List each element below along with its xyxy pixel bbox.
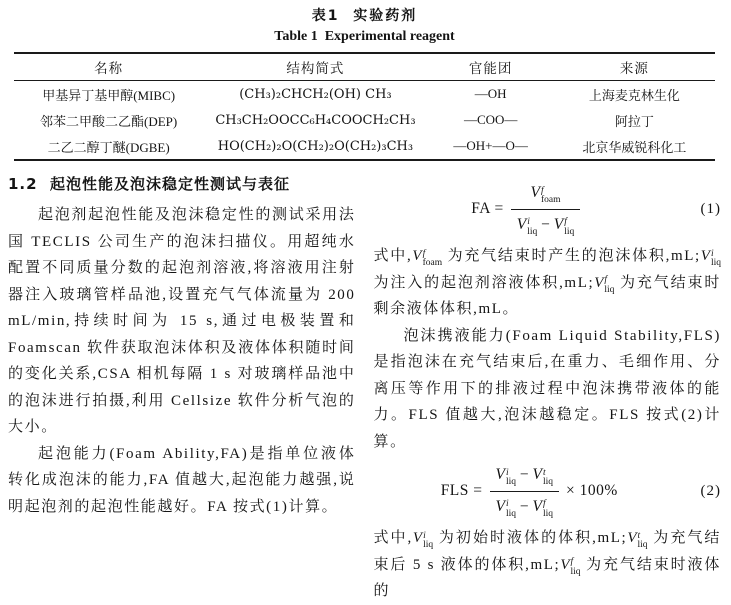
structural-formula-cell: HO(CH₂)₂O(CH₂)₂O(CH₂)₃CH₃ xyxy=(217,138,414,154)
source-cell: 上海麦克林生化 xyxy=(588,87,680,103)
math-variable: V f liq xyxy=(594,274,615,295)
equation-1-body xyxy=(374,180,686,238)
source-cell: 阿拉丁 xyxy=(614,113,654,129)
fraction xyxy=(490,462,560,520)
equation-number: (1) xyxy=(700,200,721,217)
paragraph-foam-ability: 起泡能力(Foam Ability,FA)是指单位液体转化成泡沫的能力,FA 值越大,起泡能力越强,说明起泡剂的起泡性能越好。FA 按式(1)计算。 xyxy=(8,445,356,515)
reagent-table xyxy=(14,52,715,161)
structural-formula-cell: (CH₃)₂CHCH₂(OH) CH₃ xyxy=(239,86,392,102)
functional-group-cell: —OH+—O— xyxy=(453,138,528,153)
equation-2-explanation: 式中,V i liq 为初始时液体的体积,mL;V t liq 为充气结束后 5 s 液体的体积,mL;V f liq 为充气结束时液体的 xyxy=(373,530,721,599)
table-row xyxy=(14,107,715,133)
math-variable: V f liq xyxy=(553,215,575,237)
math-variable: V f liq xyxy=(560,556,581,577)
reagent-name-cell: 二乙二醇丁醚(DGBE) xyxy=(47,139,170,155)
math-variable: V i liq xyxy=(516,215,538,237)
reagent-name-cell: 邻苯二甲酸二乙酯(DEP) xyxy=(40,113,178,129)
equation-1-explanation: 式中,V f foam 为充气结束时产生的泡沫体积,mL;V i liq 为注入的起泡剂溶液体积,mL;V f liq 为充气结束时剩余液体体积,mL。 xyxy=(373,248,722,317)
table-header-row xyxy=(14,53,715,81)
structural-formula-cell: CH₃CH₂OOCC₆H₄COOCH₂CH₃ xyxy=(215,112,416,128)
functional-group-cell: —COO— xyxy=(463,112,518,127)
fraction xyxy=(511,180,581,238)
math-variable: V i liq xyxy=(700,248,721,269)
math-variable: V t liq xyxy=(532,466,554,488)
table-row xyxy=(14,133,715,160)
equation-2 xyxy=(374,462,722,520)
column-header-source: 来源 xyxy=(619,61,649,76)
paragraph-fls: 泡沫携液能力(Foam Liquid Stability,FLS)是指泡沫在充气结束后,在重力、毛细作用、分离压等作用下的排液过程中泡沫携带液体的能力。FLS 值越大,泡沫越稳定。FLS 按式(2)计算。 xyxy=(373,327,721,450)
fraction-denominator: V i liq − V f liq xyxy=(495,497,554,519)
functional-group-cell: —OH xyxy=(474,86,507,101)
math-variable: V i liq xyxy=(495,497,517,519)
table-row xyxy=(14,81,715,108)
math-variable: V t liq xyxy=(627,530,648,551)
section-heading: 1.2 起泡性能及泡沫稳定性测试与表征 xyxy=(8,175,291,193)
math-variable: V i liq xyxy=(495,466,517,488)
equation-2-body xyxy=(374,462,686,520)
left-column xyxy=(8,173,356,605)
column-header-name: 名称 xyxy=(94,61,124,76)
fraction-numerator xyxy=(511,180,581,210)
equation-2-tail: × 100% xyxy=(566,481,618,499)
column-header-formula: 结构简式 xyxy=(286,61,345,76)
math-variable: V i liq xyxy=(412,530,434,551)
source-cell: 北京华威锐科化工 xyxy=(582,139,687,155)
fraction-denominator: V i liq − V f liq xyxy=(516,215,575,237)
math-variable: V f foam xyxy=(412,248,443,269)
equation-2-lhs: FLS = xyxy=(440,481,483,499)
reagent-name-cell: 甲基异丁基甲醇(MIBC) xyxy=(42,87,176,103)
equation-1-lhs: FA = xyxy=(471,199,504,217)
column-header-group: 官能团 xyxy=(468,61,513,76)
fraction-numerator: V i liq − V t liq xyxy=(490,462,560,492)
equation-1 xyxy=(374,180,722,238)
table-title-en: Table 1 Experimental reagent xyxy=(274,29,455,44)
math-variable: V f liq xyxy=(532,497,554,519)
right-column xyxy=(374,173,722,605)
math-variable: V f foam xyxy=(530,184,561,206)
two-column-body xyxy=(8,173,721,605)
table-title-zh: 表1 实验药剂 xyxy=(311,8,418,24)
equation-number: (2) xyxy=(700,482,721,499)
paragraph-method: 起泡剂起泡性能及泡沫稳定性的测试采用法国 TECLIS 公司生产的泡沫扫描仪。用超纯水配置不同质量分数的起泡剂溶液,将溶液用注射器注入玻璃管样品池,设置充气气体流量为 200 mL/min,持续时间为 15 s,通过电极装置和 Foamscan 软件获取泡沫体积及液体体积随时间的变化关系,CSA 相机每隔 1 s 对玻璃样品池中的泡沫进行拍摄,利用 Cellsize 软件分析气泡的大小。 xyxy=(8,207,356,435)
